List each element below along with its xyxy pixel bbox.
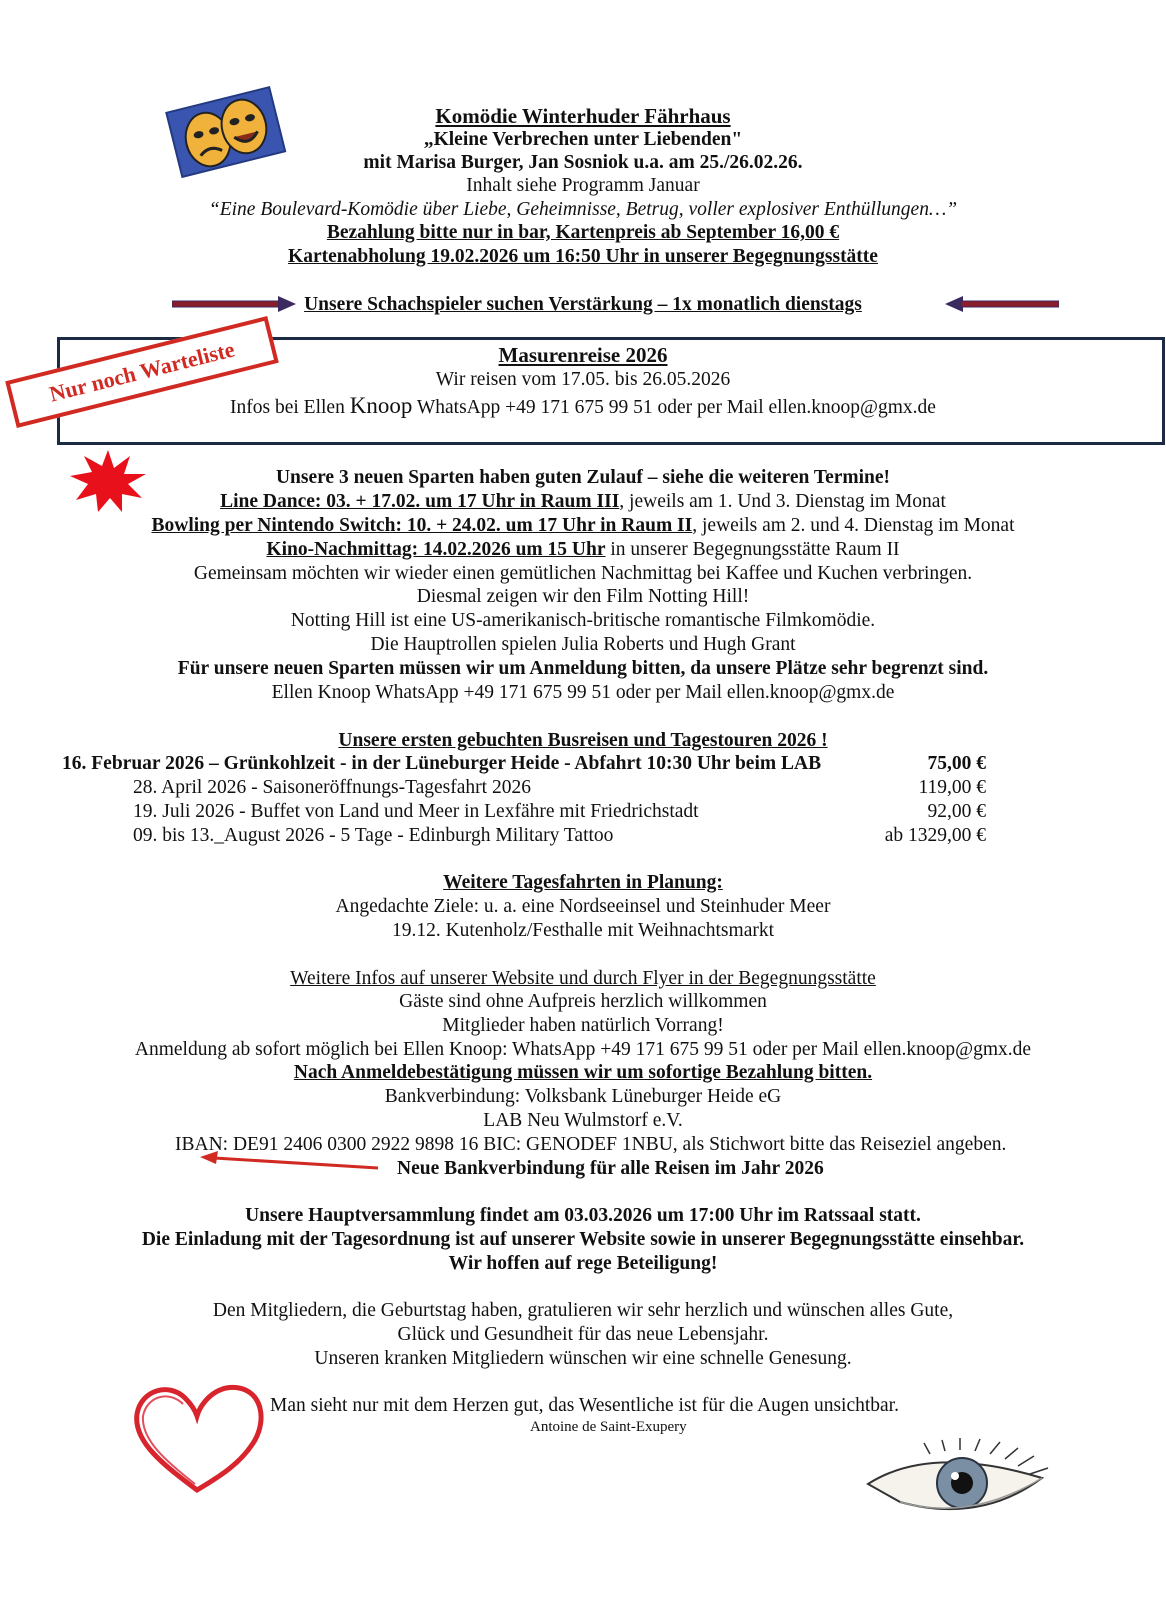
- quote-author: Antoine de Saint-Exupery: [530, 1419, 687, 1435]
- theater-payment: Bezahlung bitte nur in bar, Kartenpreis ab September 16,00 €: [326, 222, 840, 243]
- kino-text-2: Diesmal zeigen wir den Film Notting Hill!: [416, 586, 750, 607]
- kino-text-3: Notting Hill ist eine US-amerikanisch-britische romantische Filmkomödie.: [290, 610, 876, 631]
- tour-item-price: ab 1329,00 €: [884, 825, 986, 846]
- masuren-info-pre: Infos bei Ellen: [230, 397, 350, 418]
- new-bank-info: Neue Bankverbindung für alle Reisen im Jahr 2026: [397, 1158, 824, 1179]
- iban-info: IBAN: DE91 2406 0300 2922 9898 16 BIC: GENODEF 1NBU, als Stichwort bitte das Reiseziel angeben.: [175, 1134, 1007, 1155]
- arrow-left-icon: [945, 296, 1059, 312]
- tour-item-name: 09. bis 13._August 2026 - 5 Tage - Edinburgh Military Tattoo: [133, 825, 614, 846]
- planning-title: Weitere Tagesfahrten in Planung:: [443, 872, 723, 893]
- masuren-title: Masurenreise 2026: [498, 343, 668, 367]
- bowling-rest: , jeweils am 2. und 4. Dienstag im Monat: [692, 515, 1015, 536]
- kino-rest: in unserer Begegnungsstätte Raum II: [605, 539, 900, 560]
- heart-icon: [125, 1378, 270, 1500]
- theater-play: „Kleine Verbrechen unter Liebenden": [423, 129, 743, 150]
- tour-item-name: 28. April 2026 - Saisoneröffnungs-Tagesfahrt 2026: [133, 777, 531, 798]
- planning-line-1: Angedachte Ziele: u. a. eine Nordseeinsel und Steinhuder Meer: [335, 896, 831, 917]
- theater-content: Inhalt siehe Programm Januar: [466, 175, 700, 196]
- greetings-line-2: Glück und Gesundheit für das neue Lebensjahr.: [397, 1324, 769, 1345]
- kino-text-1: Gemeinsam möchten wir wieder einen gemütlichen Nachmittag bei Kaffee und Kuchen verbringen.: [193, 563, 973, 584]
- theater-pickup: Kartenabholung 19.02.2026 um 16:50 Uhr in unserer Begegnungsstätte: [288, 246, 878, 267]
- quote-text: Man sieht nur mit dem Herzen gut, das Wesentliche ist für die Augen unsichtbar.: [270, 1395, 899, 1416]
- tour-item-name: 19. Juli 2026 - Buffet von Land und Meer in Lexfähre mit Friedrichstadt: [133, 801, 699, 822]
- waitlist-stamp: Nur noch Warteliste: [5, 316, 279, 428]
- eye-icon: [860, 1438, 1060, 1528]
- theater-cast: mit Marisa Burger, Jan Sosniok u.a. am 25./26.02.26.: [363, 152, 803, 173]
- kino-title: Kino-Nachmittag: 14.02.2026 um 15 Uhr: [266, 539, 606, 560]
- assembly-line-3: Wir hoffen auf rege Beteiligung!: [448, 1253, 718, 1274]
- arrow-left-red-icon: [200, 1150, 380, 1174]
- tour-item-price: 119,00 €: [918, 777, 986, 798]
- chess-notice: Unsere Schachspieler suchen Verstärkung – 1x monatlich dienstags: [304, 294, 862, 315]
- masuren-dates: Wir reisen vom 17.05. bis 26.05.2026: [435, 369, 731, 390]
- kino-text-4: Die Hauptrollen spielen Julia Roberts und Hugh Grant: [370, 634, 796, 655]
- account-info: LAB Neu Wulmstorf e.V.: [483, 1110, 683, 1131]
- greetings-line-3: Unseren kranken Mitgliedern wünschen wir eine schnelle Genesung.: [314, 1348, 852, 1369]
- line-dance-title: Line Dance: 03. + 17.02. um 17 Uhr in Raum III: [220, 491, 620, 512]
- bowling-row: [0, 514, 1166, 538]
- payment-info: Nach Anmeldebestätigung müssen wir um sofortige Bezahlung bitten.: [293, 1062, 873, 1083]
- masuren-info: [0, 394, 1166, 420]
- line-dance-rest: , jeweils am 1. Und 3. Dienstag im Monat: [619, 491, 946, 512]
- theater-quote: “Eine Boulevard-Komödie über Liebe, Geheimnisse, Betrug, voller explosiver Enthüllungen…”: [208, 199, 958, 220]
- assembly-line-2: Die Einladung mit der Tagesordnung ist auf unserer Website sowie in unserer Begegnungsstätte einsehbar.: [141, 1229, 1025, 1250]
- signup-info: Anmeldung ab sofort möglich bei Ellen Knoop: WhatsApp +49 171 675 99 51 oder per Mail ellen.knoop@gmx.de: [134, 1039, 1032, 1060]
- line-dance-row: [0, 490, 1166, 514]
- planning-line-2: 19.12. Kutenholz/Festhalle mit Weihnachtsmarkt: [391, 920, 775, 941]
- tours-title: Unsere ersten gebuchten Busreisen und Tagestouren 2026 !: [338, 730, 828, 751]
- tour-item-name: 16. Februar 2026 – Grünkohlzeit - in der Lüneburger Heide - Abfahrt 10:30 Uhr beim LAB: [62, 753, 822, 774]
- tour-item-price: 92,00 €: [927, 801, 986, 822]
- greetings-line-1: Den Mitgliedern, die Geburtstag haben, gratulieren wir sehr herzlich und wünschen alles Gute,: [212, 1300, 954, 1321]
- assembly-line-1: Unsere Hauptversammlung findet am 03.03.2026 um 17:00 Uhr im Ratssaal statt.: [245, 1205, 921, 1226]
- members-info: Mitglieder haben natürlich Vorrang!: [442, 1015, 724, 1036]
- tour-item-price: 75,00 €: [927, 753, 986, 774]
- bank-info: Bankverbindung: Volksbank Lüneburger Heide eG: [384, 1086, 782, 1107]
- sparten-headline: Unsere 3 neuen Sparten haben guten Zulauf – siehe die weiteren Termine!: [275, 467, 891, 488]
- website-info: Weitere Infos auf unserer Website und durch Flyer in der Begegnungsstätte: [290, 968, 876, 989]
- bowling-title: Bowling per Nintendo Switch: 10. + 24.02. um 17 Uhr in Raum II: [151, 515, 693, 536]
- masuren-info-name: Knoop: [349, 393, 413, 418]
- sparten-contact: Ellen Knoop WhatsApp +49 171 675 99 51 oder per Mail ellen.knoop@gmx.de: [271, 682, 895, 703]
- kino-row: [0, 538, 1166, 562]
- sparten-registration: Für unsere neuen Sparten müssen wir um Anmeldung bitten, da unsere Plätze sehr begrenzt sind.: [177, 658, 989, 679]
- theater-title: Komödie Winterhuder Fährhaus: [435, 104, 731, 128]
- masuren-info-post: WhatsApp +49 171 675 99 51 oder per Mail ellen.knoop@gmx.de: [412, 397, 936, 418]
- guests-info: Gäste sind ohne Aufpreis herzlich willkommen: [399, 991, 767, 1012]
